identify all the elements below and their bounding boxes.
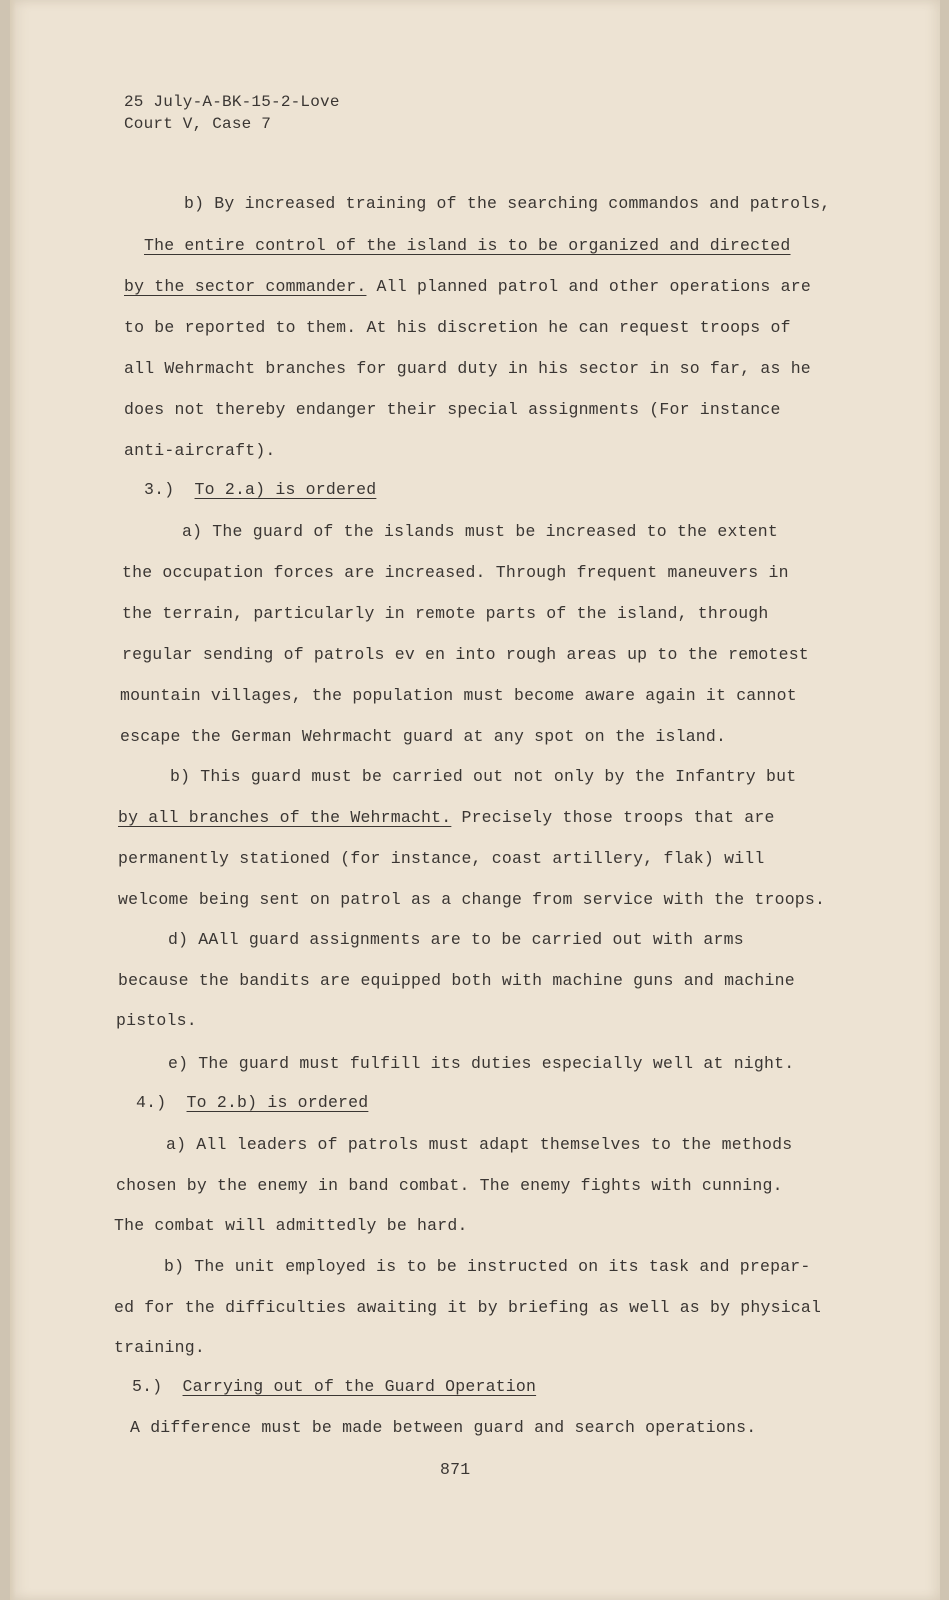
body-line: chosen by the enemy in band combat. The enemy fights with cunning. bbox=[116, 1176, 783, 1195]
body-line: escape the German Wehrmacht guard at any spot on the island. bbox=[120, 727, 727, 746]
header-court-case: Court V, Case 7 bbox=[124, 115, 272, 133]
body-line: regular sending of patrols ev en into rough areas up to the remotest bbox=[122, 645, 809, 664]
section-number: 3.) bbox=[144, 480, 175, 499]
body-line: training. bbox=[114, 1338, 205, 1357]
section-number: 5.) bbox=[132, 1377, 163, 1396]
section-number: 4.) bbox=[136, 1093, 167, 1112]
body-line: b) The unit employed is to be instructed on its task and prepar- bbox=[164, 1257, 811, 1276]
body-line bbox=[118, 808, 775, 828]
section-4-heading bbox=[136, 1093, 368, 1113]
document-page bbox=[10, 0, 940, 1600]
body-line-underlined: The entire control of the island is to be organized and directed bbox=[144, 236, 791, 255]
body-line: the occupation forces are increased. Through frequent maneuvers in bbox=[122, 563, 789, 582]
body-line bbox=[124, 277, 811, 297]
body-text: All planned patrol and other operations are bbox=[366, 277, 811, 296]
page-number: 871 bbox=[440, 1460, 471, 1479]
body-line: welcome being sent on patrol as a change from service with the troops. bbox=[118, 890, 826, 909]
body-line: b) This guard must be carried out not only by the Infantry but bbox=[170, 767, 797, 786]
body-line: ed for the difficulties awaiting it by briefing as well as by physical bbox=[114, 1298, 822, 1317]
body-line: The combat will admittedly be hard. bbox=[114, 1216, 468, 1235]
body-line: d) AAll guard assignments are to be carried out with arms bbox=[168, 930, 744, 949]
underlined-phrase: by all branches of the Wehrmacht. bbox=[118, 808, 452, 827]
body-line: anti-aircraft). bbox=[124, 441, 276, 460]
body-line: all Wehrmacht branches for guard duty in his sector in so far, as he bbox=[124, 359, 811, 378]
section-title: Carrying out of the Guard Operation bbox=[182, 1377, 537, 1396]
body-line: because the bandits are equipped both with machine guns and machine bbox=[118, 971, 795, 990]
body-line: the terrain, particularly in remote parts of the island, through bbox=[122, 604, 769, 623]
section-5-heading bbox=[132, 1377, 536, 1397]
body-line: to be reported to them. At his discretion he can request troops of bbox=[124, 318, 791, 337]
section-3-heading bbox=[144, 480, 376, 500]
body-line: permanently stationed (for instance, coast artillery, flak) will bbox=[118, 849, 765, 868]
body-line: pistols. bbox=[116, 1011, 197, 1030]
body-line: A difference must be made between guard and search operations. bbox=[130, 1418, 757, 1437]
section-title: To 2.b) is ordered bbox=[186, 1093, 369, 1112]
body-text: Precisely those troops that are bbox=[451, 808, 775, 827]
body-line: does not thereby endanger their special assignments (For instance bbox=[124, 400, 781, 419]
body-line: a) The guard of the islands must be increased to the extent bbox=[182, 522, 778, 541]
section-title: To 2.a) is ordered bbox=[194, 480, 377, 499]
body-line: a) All leaders of patrols must adapt themselves to the methods bbox=[166, 1135, 793, 1154]
underlined-phrase: by the sector commander. bbox=[124, 277, 367, 296]
body-line: mountain villages, the population must become aware again it cannot bbox=[120, 686, 797, 705]
body-line: b) By increased training of the searching commandos and patrols, bbox=[184, 194, 831, 213]
header-reference: 25 July-A-BK-15-2-Love bbox=[124, 93, 340, 111]
body-line: e) The guard must fulfill its duties especially well at night. bbox=[168, 1054, 795, 1073]
